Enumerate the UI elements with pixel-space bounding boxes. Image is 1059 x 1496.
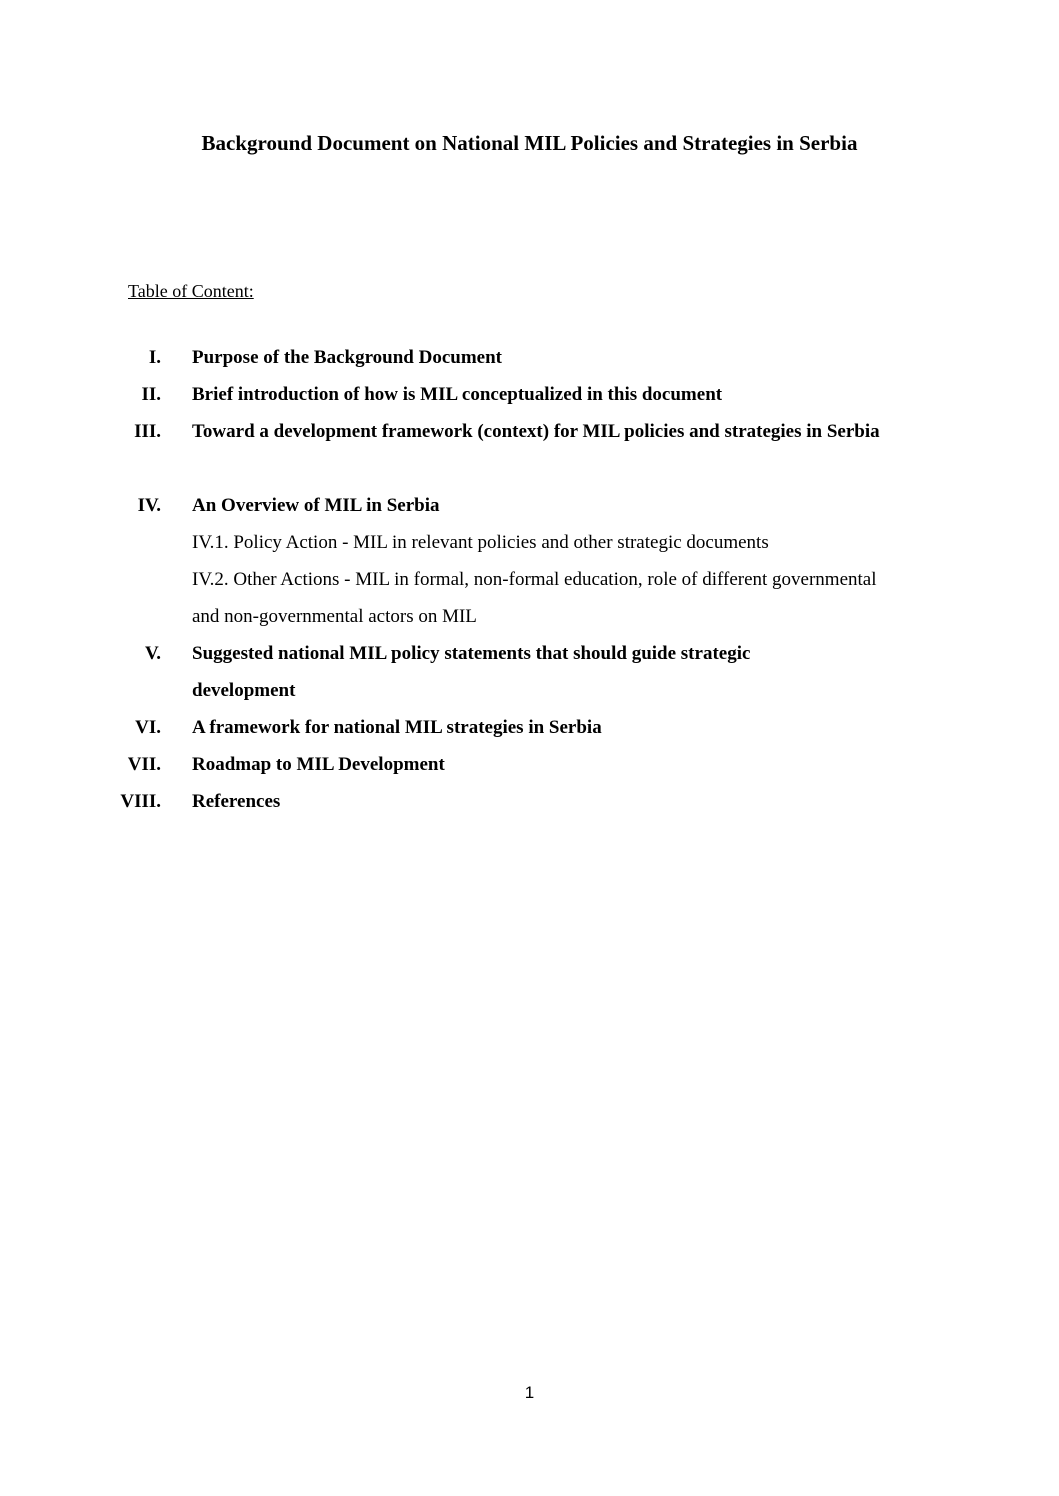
toc-entry-text: Roadmap to MIL Development — [192, 754, 445, 775]
toc-entry-vii — [0, 746, 1059, 783]
toc-entry-text: Suggested national MIL policy statements that should guide strategic development — [192, 643, 751, 701]
toc-numeral: VII. — [127, 754, 161, 775]
toc-subentry-iv-2: IV.2. Other Actions - MIL in formal, non-formal education, role of different governmental and non-governmental actors on MIL — [192, 569, 877, 627]
toc-entry-v — [0, 635, 1059, 709]
toc-numeral: VI. — [135, 717, 161, 738]
toc-entry-text: Purpose of the Background Document — [192, 347, 502, 368]
toc-entry-ii — [0, 376, 1059, 413]
toc-numeral: III. — [134, 421, 161, 442]
toc-entry-viii — [0, 783, 1059, 820]
document-title: Background Document on National MIL Policies and Strategies in Serbia — [201, 131, 858, 155]
toc-entry-text: A framework for national MIL strategies in Serbia — [192, 717, 602, 738]
toc-subentry-iv-1: IV.1. Policy Action - MIL in relevant policies and other strategic documents — [192, 532, 769, 553]
toc-numeral: VIII. — [120, 791, 161, 812]
toc-numeral: V. — [144, 643, 161, 664]
toc-entry-text: References — [192, 791, 281, 812]
toc-heading: Table of Content: — [128, 281, 254, 301]
toc-numeral: II. — [141, 384, 161, 405]
toc-entry-text: Toward a development framework (context) for MIL policies and strategies in Serbia — [192, 421, 880, 442]
toc-entry-vi — [0, 709, 1059, 746]
toc-entry-iv — [0, 487, 1059, 524]
table-of-contents — [0, 339, 1059, 820]
toc-entry-text: Brief introduction of how is MIL conceptualized in this document — [192, 384, 723, 405]
page-number: 1 — [524, 1383, 535, 1402]
toc-numeral: IV. — [137, 495, 161, 516]
toc-entry-iii — [0, 413, 1059, 487]
toc-entry-text: An Overview of MIL in Serbia — [192, 495, 440, 516]
toc-entry-i — [0, 339, 1059, 376]
toc-numeral: I. — [148, 347, 161, 368]
